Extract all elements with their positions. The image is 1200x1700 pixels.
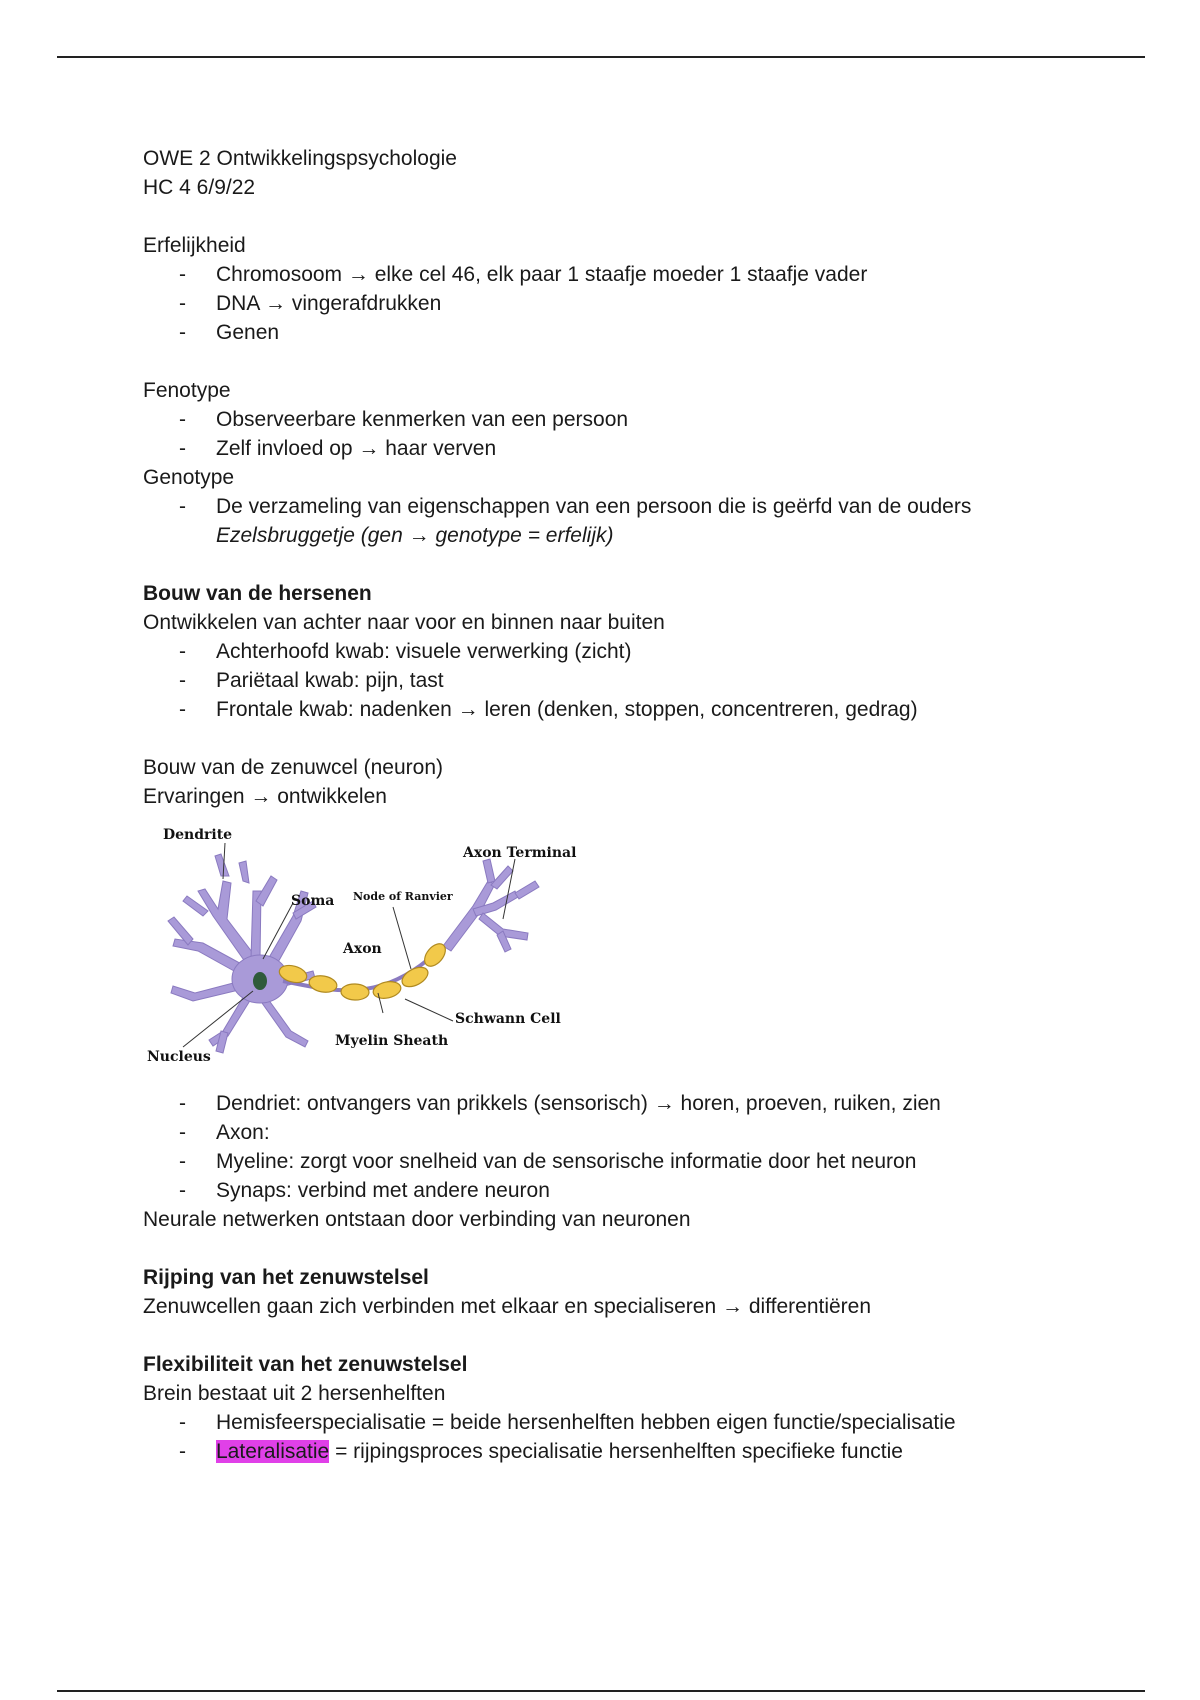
- heading-fenotype: Fenotype: [143, 379, 231, 402]
- list-item: - DNA → vingerafdrukken: [179, 292, 442, 315]
- mnemonic-note: Ezelsbruggetje (gen → genotype = erfelijk): [216, 524, 614, 547]
- nucleus-shape: [253, 972, 267, 990]
- list-item: - Dendriet: ontvangers van prikkels (sensorisch) → horen, proeven, ruiken, zien: [179, 1092, 941, 1115]
- label-node-of-ranvier: Node of Ranvier: [353, 890, 453, 903]
- heading-zenuwcel: Bouw van de zenuwcel (neuron): [143, 756, 444, 779]
- heading-rijping: Rijping van het zenuwstelsel: [143, 1266, 429, 1289]
- heading-flexibiliteit: Flexibiliteit van het zenuwstelsel: [143, 1353, 468, 1376]
- doc-title: OWE 2 Ontwikkelingspsychologie: [143, 147, 457, 170]
- intro-hersenen: Ontwikkelen van achter naar voor en binnen naar buiten: [143, 611, 665, 634]
- top-rule: [57, 56, 1145, 58]
- list-item: - Pariëtaal kwab: pijn, tast: [179, 669, 444, 692]
- heading-genotype: Genotype: [143, 466, 235, 489]
- intro-rijping: Zenuwcellen gaan zich verbinden met elkaar en specialiseren → differentiëren: [143, 1295, 872, 1318]
- intro-zenuwcel: Ervaringen → ontwikkelen: [143, 785, 387, 808]
- list-item: - Lateralisatie = rijpingsproces specialisatie hersenhelften specifieke functie: [179, 1440, 903, 1463]
- list-item: - De verzameling van eigenschappen van een persoon die is geërfd van de ouders: [179, 495, 972, 518]
- list-item: - Axon:: [179, 1121, 270, 1144]
- label-nucleus: Nucleus: [147, 1049, 211, 1065]
- list-item: - Zelf invloed op → haar verven: [179, 437, 497, 460]
- label-dendrite: Dendrite: [163, 827, 233, 843]
- outro-neuron: Neurale netwerken ontstaan door verbinding van neuronen: [143, 1208, 691, 1231]
- label-axon: Axon: [343, 941, 382, 957]
- document-body: [143, 144, 1103, 1466]
- list-item: - Frontale kwab: nadenken → leren (denken, stoppen, concentreren, gedrag): [179, 698, 918, 721]
- list-item: - Myeline: zorgt voor snelheid van de sensorische informatie door het neuron: [179, 1150, 917, 1173]
- list-item: - Achterhoofd kwab: visuele verwerking (zicht): [179, 640, 632, 663]
- list-item: - Genen: [179, 321, 280, 344]
- highlighted-term: Lateralisatie: [216, 1440, 330, 1463]
- intro-flexibiliteit: Brein bestaat uit 2 hersenhelften: [143, 1382, 446, 1405]
- heading-hersenen: Bouw van de hersenen: [143, 582, 372, 605]
- list-item: - Hemisfeerspecialisatie = beide hersenhelften hebben eigen functie/specialisatie: [179, 1411, 956, 1434]
- bottom-rule: [57, 1690, 1145, 1692]
- doc-subtitle: HC 4 6/9/22: [143, 176, 256, 199]
- label-axon-terminal: Axon Terminal: [463, 845, 577, 861]
- list-item: - Observeerbare kenmerken van een persoon: [179, 408, 629, 431]
- heading-erfelijkheid: Erfelijkheid: [143, 234, 246, 257]
- label-soma: Soma: [291, 893, 335, 909]
- list-item: - Chromosoom → elke cel 46, elk paar 1 staafje moeder 1 staafje vader: [179, 263, 868, 286]
- list-item: - Synaps: verbind met andere neuron: [179, 1179, 550, 1202]
- neuron-diagram: [143, 821, 577, 1071]
- label-myelin-sheath: Myelin Sheath: [335, 1033, 449, 1049]
- label-schwann-cell: Schwann Cell: [455, 1011, 561, 1027]
